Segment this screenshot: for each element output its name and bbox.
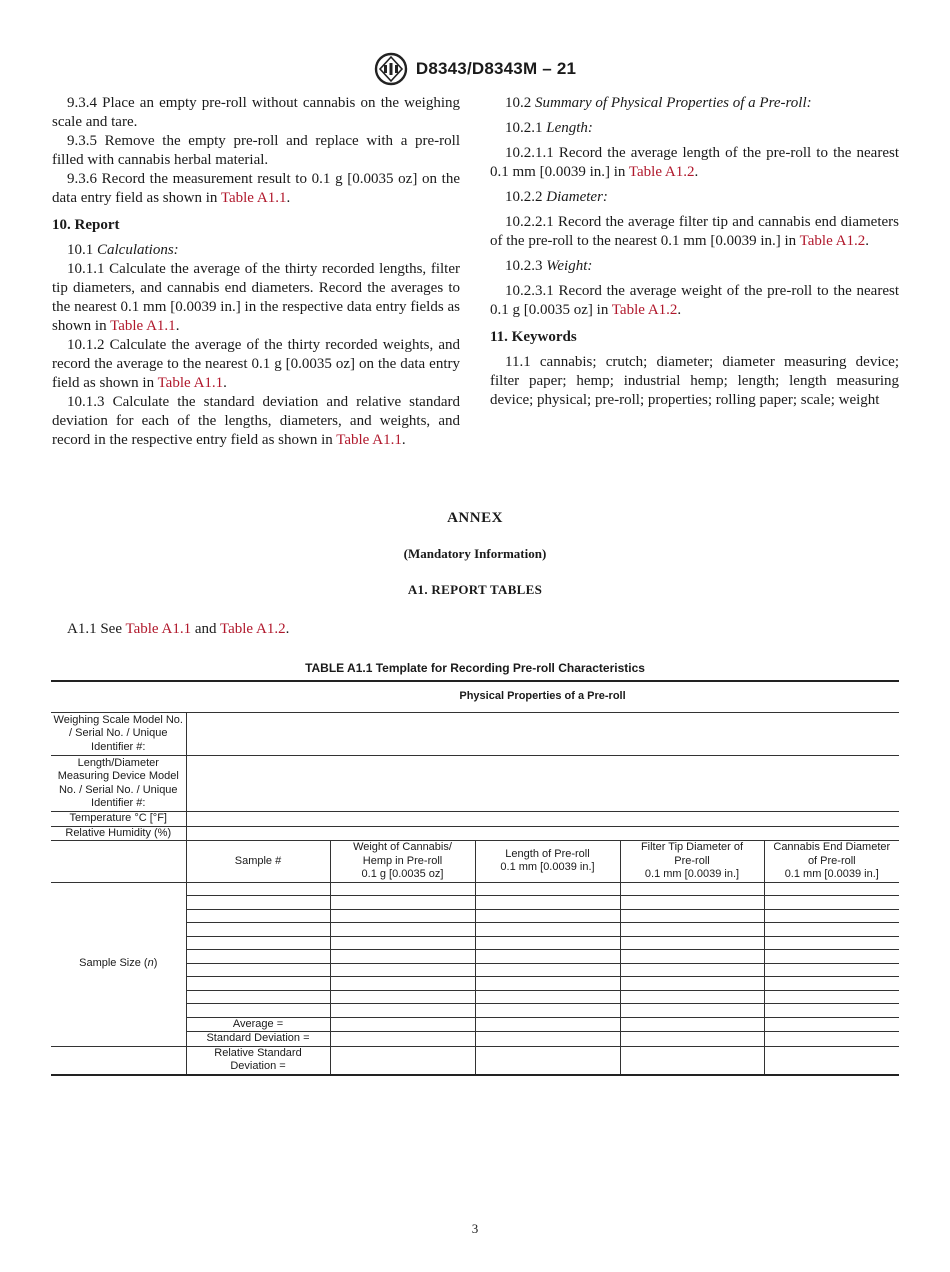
sample-size-label: Sample Size (n) [51,882,186,1046]
measuring-device-entry[interactable] [186,756,899,812]
length-column-header: Length of Pre-roll 0.1 mm [0.0039 in.] [475,841,620,883]
annex-subtitle: (Mandatory Information) [403,546,547,561]
sample-number-header: Sample # [186,841,330,883]
para-10-2-3-1: 10.2.3.1 Record the average weight of the pre-roll to the nearest 0.1 g [0.0035 oz] in Table A1.2. [490,283,899,318]
table-row [51,882,899,896]
left-column [52,94,460,450]
page-header [0,52,950,86]
measuring-device-label: Length/Diameter Measuring Device Model No. / Serial No. / Unique Identifier #: [51,756,186,812]
para-10-1: 10.1 Calculations: [67,242,179,258]
para-10-1-3: 10.1.3 Calculate the standard deviation and relative standard deviation for each of the lengths, diameters, and weights, and record in the respective entry field as shown in Table A1.1. [52,394,460,448]
table-row [51,713,899,756]
page-number: 3 [471,1221,479,1236]
para-a1-1: A1.1 See Table A1.1 and Table A1.2. [67,621,290,637]
annex-title: ANNEX [447,510,503,526]
physical-properties-header: Physical Properties of a Pre-roll [186,681,899,713]
para-11-1: 11.1 cannabis; crutch; diameter; diameter measuring device; filter paper; hemp; industrial hemp; length; length measuring device; physical; pre-roll; properties; rolling paper; scale; weight [490,354,899,408]
table-a1-2-link[interactable]: Table A1.2 [628,164,695,180]
cannabis-end-column-header: Cannabis End Diameter of Pre-roll 0.1 mm [0.0039 in.] [764,841,899,883]
table-a1-1-link[interactable]: Table A1.1 [220,190,287,206]
table-a1-1-link[interactable]: Table A1.1 [110,318,176,334]
table-row [51,812,899,827]
para-10-1-2: 10.1.2 Calculate the average of the thirty recorded weights, and record the average to the nearest 0.1 g [0.0035 oz] on the data entry field as shown in Table A1.1. [52,337,460,391]
table-a1-2-link[interactable]: Table A1.2 [799,233,866,249]
para-9-3-5: 9.3.5 Remove the empty pre-roll and replace with a pre-roll filled with cannabis herbal material. [52,133,460,168]
table-caption: TABLE A1.1 Template for Recording Pre-roll Characteristics [305,661,645,675]
average-label: Average = [186,1017,330,1032]
table-header-row [51,841,899,883]
rel-std-dev-label: Relative Standard Deviation = [186,1046,330,1075]
table-a1-1-link[interactable]: Table A1.1 [125,621,192,637]
right-column [490,94,899,410]
weighing-scale-label: Weighing Scale Model No. / Serial No. / Unique Identifier #: [51,713,186,756]
para-10-1-1: 10.1.1 Calculate the average of the thirty recorded lengths, filter tip diameters, and cannabis end diameters. Record the averages to the nearest 0.1 mm [0.0039 in.] in the respective data entry fields as shown in Table A1.1. [52,261,460,334]
section-10-heading: 10. Report [52,217,120,233]
astm-logo-icon [374,52,408,86]
table-a1-2-link[interactable]: Table A1.2 [219,621,286,637]
para-10-2-1-1: 10.2.1.1 Record the average length of the pre-roll to the nearest 0.1 mm [0.0039 in.] in Table A1.2. [490,145,899,180]
table-row [51,756,899,812]
humidity-entry[interactable] [186,826,899,841]
para-10-2-1: 10.2.1 Length: [505,120,593,136]
table-row [51,1046,899,1075]
para-10-2-2: 10.2.2 Diameter: [505,189,608,205]
report-table [51,680,899,1076]
para-10-2-2-1: 10.2.2.1 Record the average filter tip and cannabis end diameters of the pre-roll to the nearest 0.1 mm [0.0039 in.] in Table A1.2. [490,214,899,249]
weighing-scale-entry[interactable] [186,713,899,756]
para-9-3-4: 9.3.4 Place an empty pre-roll without cannabis on the weighing scale and tare. [52,95,460,130]
annex-section-heading: A1. REPORT TABLES [407,582,543,597]
table-row [51,681,899,713]
weight-column-header: Weight of Cannabis/ Hemp in Pre-roll 0.1 g [0.0035 oz] [330,841,475,883]
table-a1-2-link[interactable]: Table A1.2 [611,302,678,318]
section-11-heading: 11. Keywords [490,329,577,345]
std-dev-label: Standard Deviation = [186,1032,330,1047]
temperature-entry[interactable] [186,812,899,827]
para-10-2-3: 10.2.3 Weight: [505,258,593,274]
table-a1-1-link[interactable]: Table A1.1 [336,432,402,448]
table-row [51,826,899,841]
humidity-label: Relative Humidity (%) [51,826,186,841]
para-10-2: 10.2 Summary of Physical Properties of a Pre-roll: [505,95,812,111]
document-id: D8343/D8343M – 21 [415,59,577,78]
table-a1-1-link[interactable]: Table A1.1 [157,375,224,391]
filter-tip-column-header: Filter Tip Diameter of Pre-roll 0.1 mm [0.0039 in.] [620,841,764,883]
temperature-label: Temperature °C [°F] [51,812,186,827]
para-9-3-6: 9.3.6 Record the measurement result to 0.1 g [0.0035 oz] on the data entry field as shown in Table A1.1. [52,171,460,206]
